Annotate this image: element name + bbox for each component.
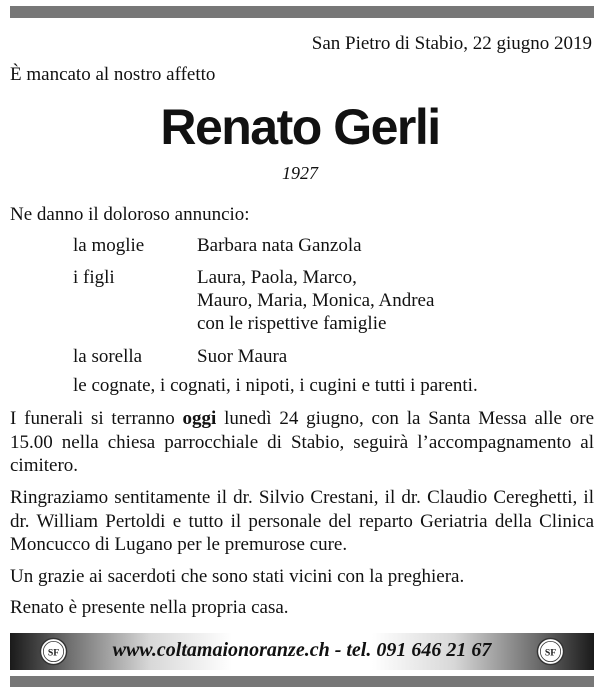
svg-text:SF: SF (544, 647, 557, 659)
deceased-name: Renato Gerli (160, 99, 440, 155)
footer-contact: www.coltamaionoranze.ch - tel. 091 646 21 67 (112, 639, 492, 661)
svg-text:SF: SF (47, 647, 60, 659)
top-divider-bar (10, 6, 594, 18)
presence-paragraph: Renato è presente nella propria casa. (10, 597, 289, 618)
birth-year: 1927 (282, 163, 318, 183)
bottom-divider-bar (10, 676, 594, 687)
funeral-text-after: lunedì 24 giugno, con la Santa Messa alle ore 15.00 nella chiesa parrocchiale di Stabio, seguirà l’accompagnamento al cimitero. (10, 408, 594, 476)
family-names (197, 234, 362, 257)
intro-text: È mancato al nostro affetto (10, 64, 216, 85)
thanks-paragraph: Ringraziamo sentitamente il dr. Silvio Crestani, il dr. Claudio Cereghetti, il dr. William Pertoldi e tutto il personale del reparto Geriatria della Clinica Moncucco di Lugano per le premurose cure. (10, 487, 594, 555)
funeral-home-seal-icon (536, 637, 565, 666)
place-date: San Pietro di Stabio, 22 giugno 2019 (311, 33, 592, 54)
family-role: i figli (73, 267, 115, 288)
family-role: la moglie (73, 235, 145, 256)
funeral-paragraph (10, 407, 594, 478)
family-name-line: Mauro, Maria, Monica, Andrea (197, 290, 435, 311)
family-name-line: Barbara nata Ganzola (197, 235, 362, 256)
family-names (197, 345, 287, 368)
family-names (197, 266, 434, 335)
family-name-line: Laura, Paola, Marco, (197, 267, 357, 288)
announcement-text: Ne danno il doloroso annuncio: (10, 204, 250, 225)
family-name-line: con le rispettive famiglie (197, 313, 387, 334)
priests-paragraph: Un grazie ai sacerdoti che sono stati vicini con la preghiera. (10, 566, 465, 587)
funeral-text-before: I funerali si terranno (10, 408, 183, 429)
footer-banner (10, 633, 594, 670)
family-role: la sorella (73, 346, 143, 367)
funeral-day-highlight: oggi (182, 408, 217, 429)
other-relatives: le cognate, i cognati, i nipoti, i cugini e tutti i parenti. (73, 375, 478, 396)
family-name-line: Suor Maura (197, 346, 288, 367)
